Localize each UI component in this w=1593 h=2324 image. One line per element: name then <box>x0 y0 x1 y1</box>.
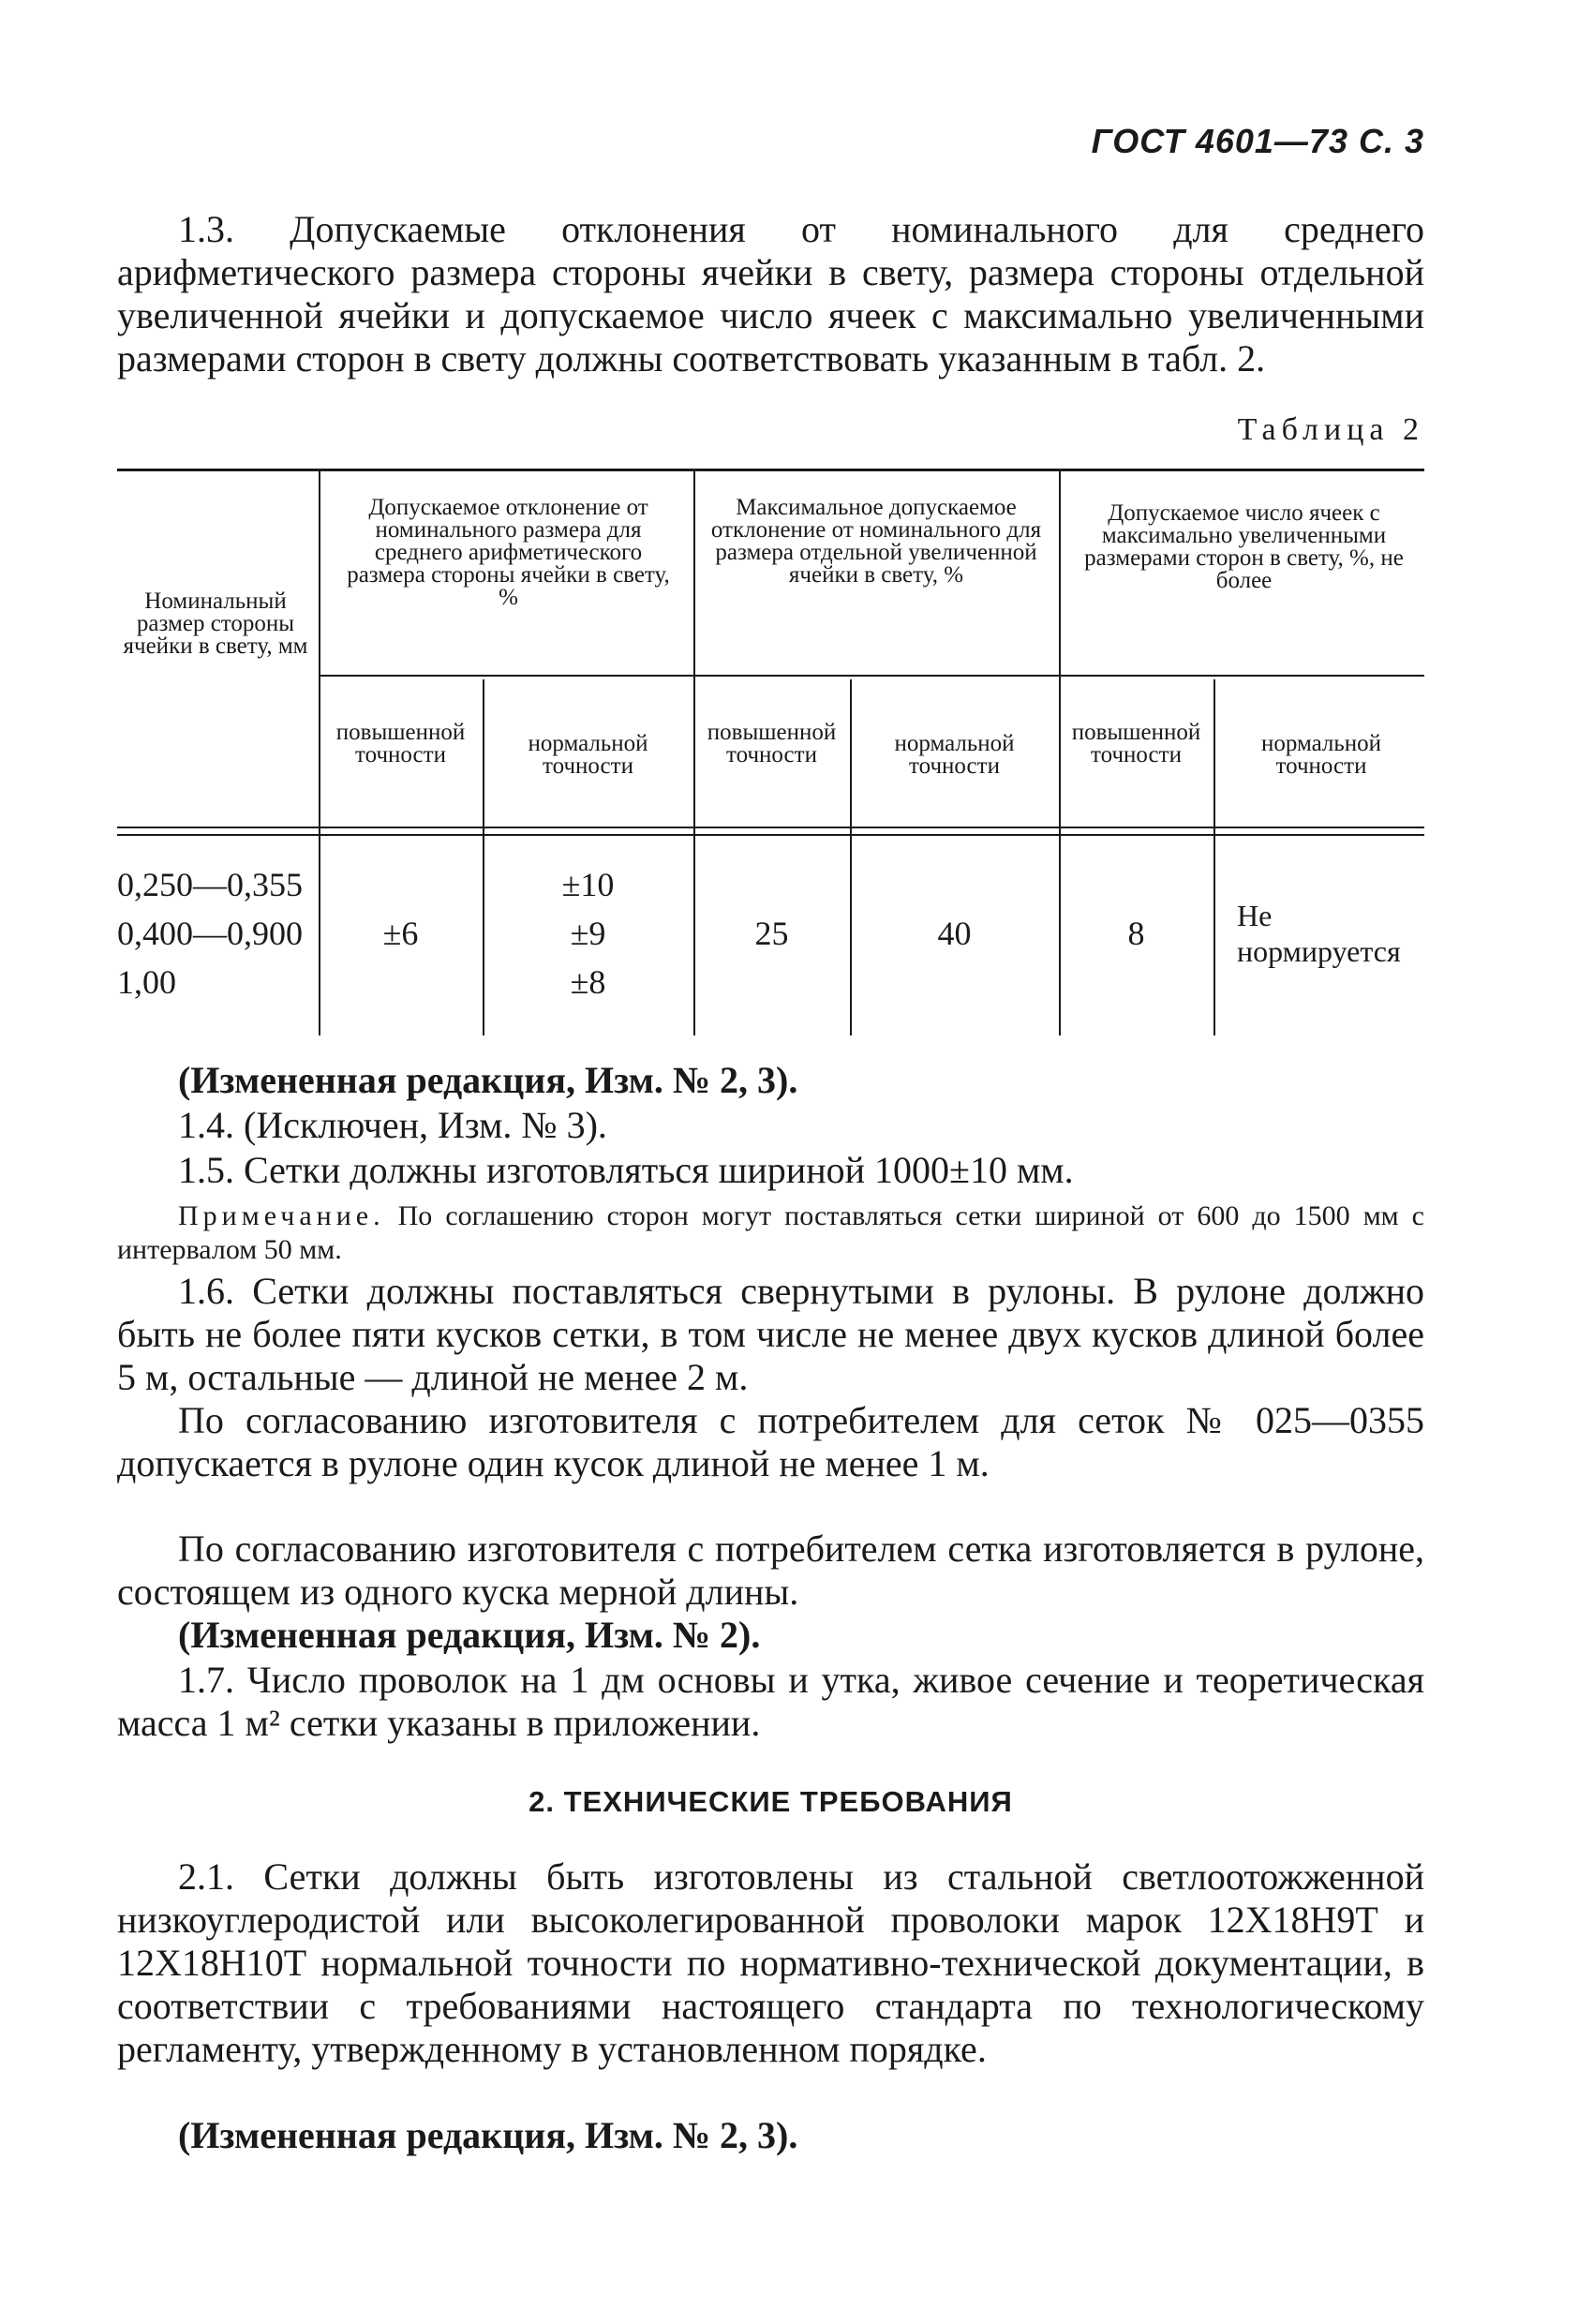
paragraph-1-6: 1.6. Сетки должны поставляться свернутыми в рулоны. В рулоне должно быть не более пяти кусков сетки, в том числе не менее двух кусков длиной более 5 м, остальные — длиной не менее 2 м. <box>117 1270 1424 1398</box>
sub-header-normal-precision: нормальной точности <box>1260 731 1382 779</box>
cell-count-high: 8 <box>1127 915 1145 952</box>
paragraph-1-4: 1.4. (Исключен, Изм. № 3). <box>178 1104 607 1146</box>
paragraph-1-7: 1.7. Число проволок на 1 дм основы и утка, живое сечение и теоретическая масса 1 м² сетки указаны в приложении. <box>117 1659 1424 1744</box>
section-title: 2. ТЕХНИЧЕСКИЕ ТРЕБОВАНИЯ <box>529 1785 1013 1818</box>
col-group-mean-deviation: Допускаемое отклонение от номинального размера для среднего арифметического размера стороны ячейки в свету, % <box>347 495 670 610</box>
amendment-note: (Измененная редакция, Изм. № 2, 3). <box>178 1059 798 1101</box>
page-header: ГОСТ 4601—73 С. 3 <box>1091 122 1424 160</box>
table-row-size: 1,00 <box>117 963 176 1001</box>
cell-mean-normal: ±10 <box>561 866 615 903</box>
sub-header-high-precision: повышенной точности <box>335 720 466 767</box>
sub-header-high-precision: повышенной точности <box>1071 720 1201 767</box>
note-label: Примечание. <box>178 1200 385 1231</box>
cell-mean-normal: ±8 <box>570 963 606 1001</box>
table-row-size: 0,400—0,900 <box>117 915 303 952</box>
cell-max-normal: 40 <box>937 915 972 952</box>
cell-mean-normal: ±9 <box>570 915 606 952</box>
col-header-nominal: Номинальный размер стороны ячейки в свету, мм <box>123 588 308 659</box>
cell-max-high: 25 <box>754 915 789 952</box>
sub-header-normal-precision: нормальной точности <box>894 731 1015 779</box>
tolerance-table <box>117 469 1424 1040</box>
paragraph-1-5: 1.5. Сетки должны изготовляться шириной 1000±10 мм. <box>178 1149 1074 1191</box>
paragraph-1-3: 1.3. Допускаемые отклонения от номинального для среднего арифметического размера стороны ячейки в свету, размера стороны отдельной увеличенной ячейки и допускаемое число ячеек с максимально увеличенными размерами сторон в свету должны соответствовать указанным в табл. 2. <box>117 208 1424 380</box>
col-group-cell-count: Допускаемое число ячеек с максимально увеличенными размерами сторон в свету, %, не более <box>1084 500 1404 593</box>
amendment-note: (Измененная редакция, Изм. № 2). <box>178 1614 761 1656</box>
cell-count-normal: Не нормируется <box>1237 899 1401 968</box>
paragraph-1-6-b: По согласованию изготовителя с потребителем для сеток № 025—0355 допускается в рулоне один кусок длиной не менее 1 м. <box>117 1399 1424 1484</box>
paragraph-2-1: 2.1. Сетки должны быть изготовлены из стальной светлоотожженной низкоуглеродистой или высоколегированной проволоки марок 12Х18Н9Т и 12Х18Н10Т нормальной точности по нормативно-технической документации, в соответствии с требованиями настоящего стандарта по технологическому регламенту, утвержденному в установленном порядке. <box>117 1855 1424 2070</box>
cell-mean-high: ±6 <box>382 915 419 952</box>
col-group-max-deviation: Максимальное допускаемое отклонение от номинального для размера отдельной увеличенной ячейки в свету, % <box>710 495 1042 588</box>
table-row-size: 0,250—0,355 <box>117 866 303 903</box>
amendment-note: (Измененная редакция, Изм. № 2, 3). <box>178 2114 798 2156</box>
sub-header-high-precision: повышенной точности <box>707 720 837 767</box>
sub-header-normal-precision: нормальной точности <box>528 731 648 779</box>
paragraph-1-6-c: По согласованию изготовителя с потребителем сетка изготовляется в рулоне, состоящем из одного куска мерной длины. <box>117 1527 1424 1613</box>
note <box>117 1199 1424 1267</box>
table-caption: Таблица 2 <box>1237 412 1424 447</box>
note-text: По соглашению сторон могут поставляться сетки шириной от 600 до 1500 мм с интервалом 50 мм. <box>117 1200 1425 1265</box>
